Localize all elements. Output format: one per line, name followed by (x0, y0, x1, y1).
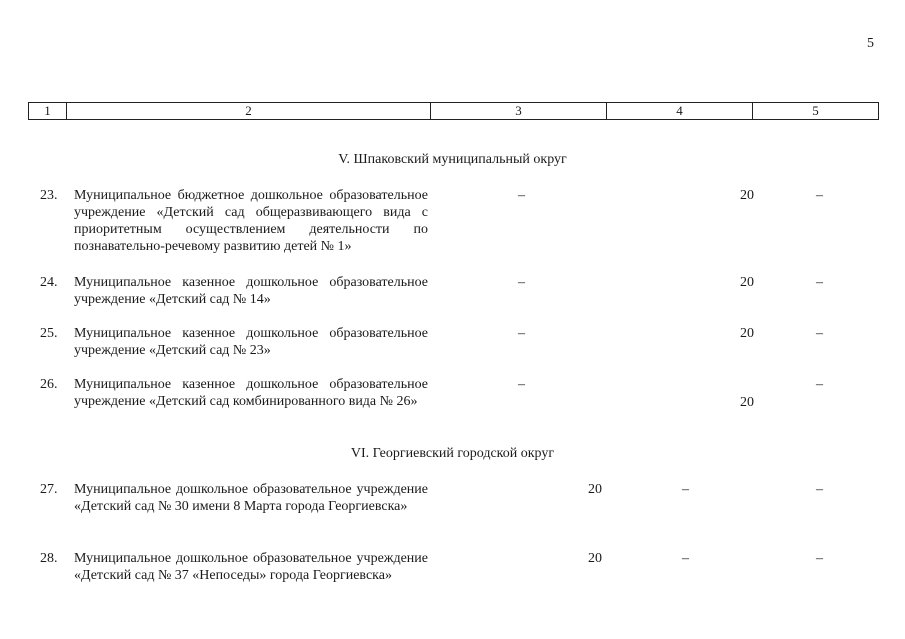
col4-value: 20 (740, 326, 754, 341)
header-cell-1: 1 (29, 103, 67, 120)
header-cell-4: 4 (607, 103, 753, 120)
col3-value: – (518, 377, 525, 392)
col3-value: 20 (588, 551, 602, 566)
header-cell-3: 3 (431, 103, 607, 120)
col5-value: – (816, 275, 823, 290)
col4-value: 20 (740, 275, 754, 290)
row-number: 27. (40, 482, 58, 497)
institution-name: Муниципальное казенное дошкольное образовательное учреждение «Детский сад комбинированного вида № 26» (74, 377, 428, 409)
header-cell-5: 5 (753, 103, 879, 120)
column-header-table (28, 102, 879, 120)
row-number: 28. (40, 551, 58, 566)
row-number: 23. (40, 188, 58, 203)
row-number: 26. (40, 377, 58, 392)
col3-value: – (518, 275, 525, 290)
col4-value: 20 (740, 188, 754, 203)
institution-name: Муниципальное дошкольное образовательное учреждение «Детский сад № 37 «Непоседы» города Георгиевска» (74, 551, 428, 583)
institution-name: Муниципальное дошкольное образовательное учреждение «Детский сад № 30 имени 8 Марта города Георгиевска» (74, 482, 428, 514)
institution-name: Муниципальное бюджетное дошкольное образовательное учреждение «Детский сад общеразвивающего вида с приоритетным осуществлением деятельности по познавательно-речевому развитию детей № 1» (74, 188, 428, 254)
page-number: 5 (867, 36, 874, 51)
col5-value: – (816, 326, 823, 341)
header-cell-2: 2 (67, 103, 431, 120)
row-number: 24. (40, 275, 58, 290)
col4-value: 20 (740, 395, 754, 410)
header-row (29, 103, 879, 120)
col5-value: – (816, 188, 823, 203)
institution-name: Муниципальное казенное дошкольное образовательное учреждение «Детский сад № 14» (74, 275, 428, 307)
section-title-georgievsky: VI. Георгиевский городской округ (350, 446, 555, 461)
col3-value: – (518, 326, 525, 341)
col5-value: – (816, 482, 823, 497)
section-title-shpakovsky: V. Шпаковский муниципальный округ (338, 152, 567, 167)
col5-value: – (816, 377, 823, 392)
col3-value: 20 (588, 482, 602, 497)
col4-value: – (682, 482, 689, 497)
col4-value: – (682, 551, 689, 566)
row-number: 25. (40, 326, 58, 341)
col5-value: – (816, 551, 823, 566)
col3-value: – (518, 188, 525, 203)
institution-name: Муниципальное казенное дошкольное образовательное учреждение «Детский сад № 23» (74, 326, 428, 358)
